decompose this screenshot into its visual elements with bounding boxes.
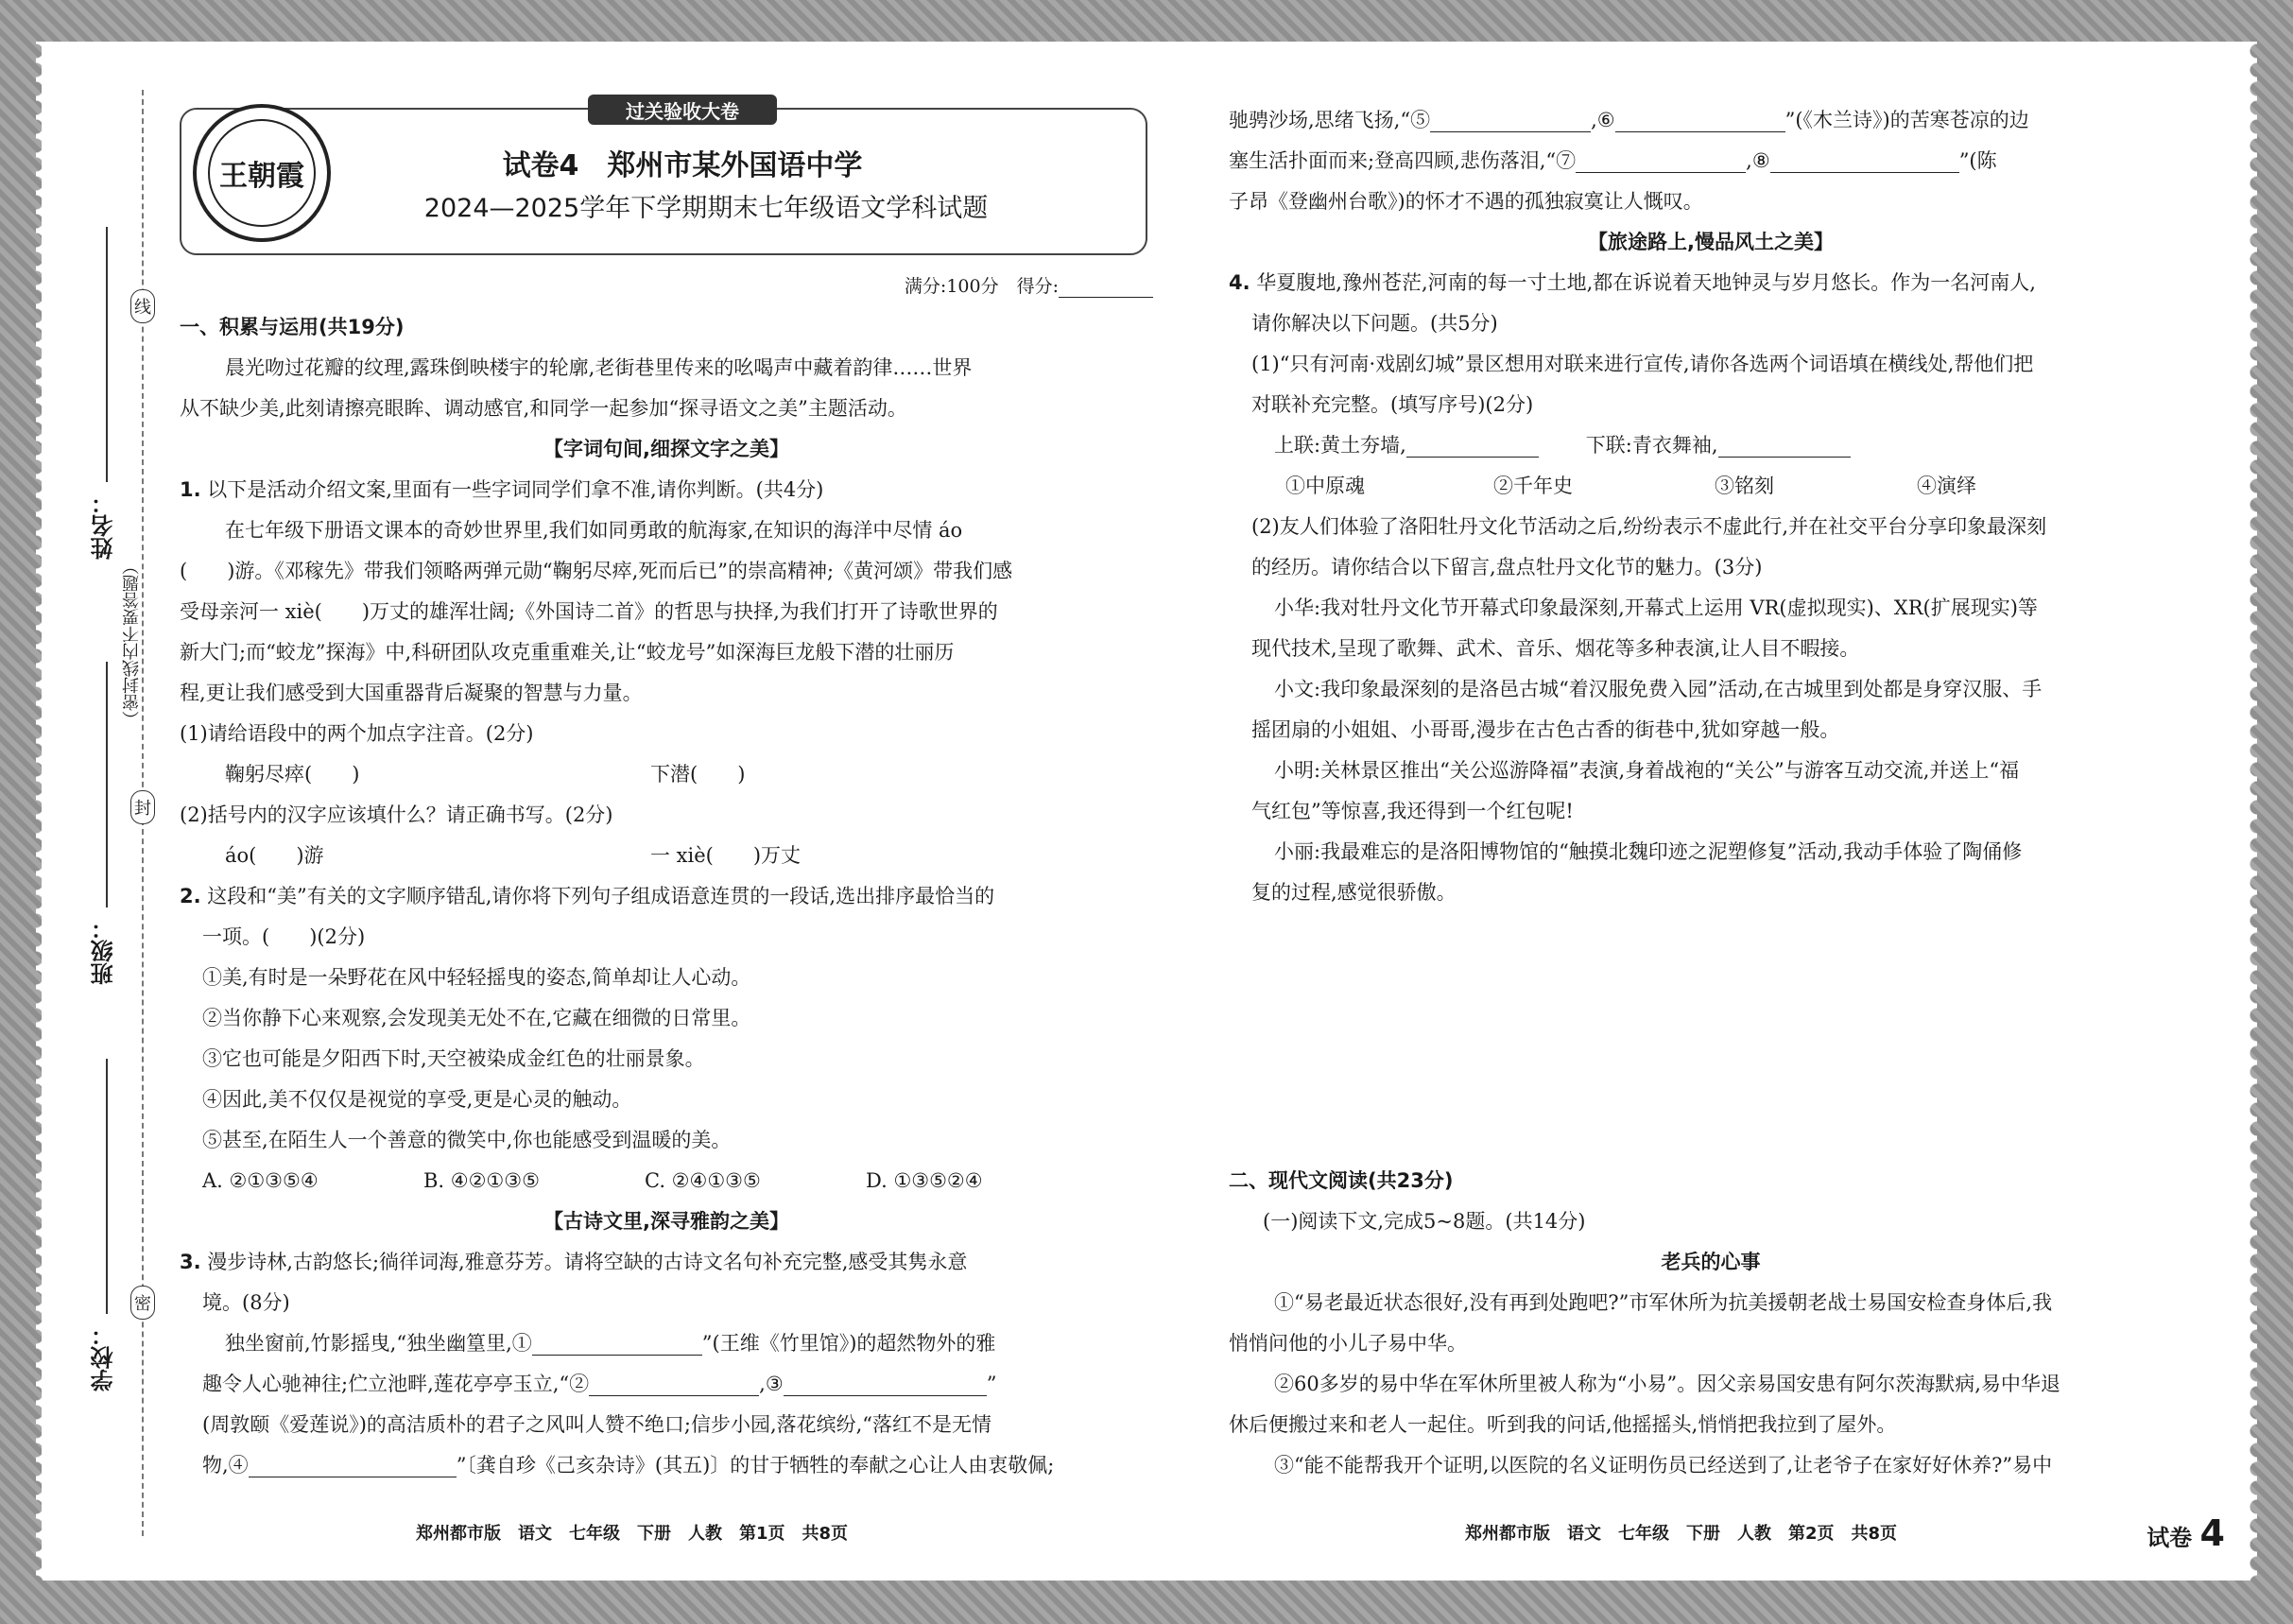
q3-line-2c: ” [986, 1373, 997, 1395]
q1-sub1-b[interactable]: 下潜( ) [650, 763, 746, 786]
q2-sentence-4: ④因此,美不仅仅是视觉的享受,更是心灵的触动。 [202, 1088, 632, 1111]
q2-sentence-5: ⑤甚至,在陌生人一个善意的微笑中,你也能感受到温暖的美。 [202, 1129, 732, 1151]
article-title: 老兵的心事 [1661, 1251, 1761, 1273]
comment-xiaoli-1: 小丽:我最难忘的是洛阳博物馆的“触摸北魏印迹之泥塑修复”活动,我动手体验了陶俑修 [1274, 840, 2023, 863]
exam-subtitle: 2024—2025学年下学期期末七年级语文学科试题 [423, 194, 989, 223]
q3-line-4a: 物,④ [202, 1454, 249, 1477]
subsection-2-heading: 【古诗文里,深寻雅韵之美】 [543, 1210, 789, 1233]
couplet-down: 下联:青衣舞袖, [1585, 434, 1718, 457]
exam-badge [2146, 1512, 2225, 1554]
q3-line-1b: ”(王维《竹里馆》)的超然物外的雅 [701, 1332, 996, 1355]
seal-mark-mi: 密 [130, 1286, 155, 1320]
intro-line-1: 晨光吻过花瓣的纹理,露珠倒映楼宇的轮廓,老街巷里传来的吆喝声中藏着韵律……世界 [225, 356, 973, 379]
article-p1-a: ①“易老最近状态很好,没有再到处跑吧?”市军休所为抗美援朝老战士易国安检查身体后,我 [1274, 1291, 2053, 1314]
couplet-option-3: ③铭刻 [1715, 475, 1774, 497]
q1-passage-2: ( )游。《邓稼先》带我们领略两弹元勋“鞠躬尽瘁,死而后已”的崇高精神;《黄河颂》带我们感 [180, 560, 1013, 582]
q4-number: 4. [1229, 271, 1250, 294]
q2-sentence-2: ②当你静下心来观察,会发现美无处不在,它藏在细微的日常里。 [202, 1007, 751, 1029]
q3-blank-4[interactable] [249, 1454, 457, 1477]
r-line-1c: ”(《木兰诗》)的苦寒苍凉的边 [1784, 109, 2029, 131]
name-label: 姓名： [91, 492, 117, 560]
q2-option-a[interactable]: A. ②①③⑤④ [202, 1169, 319, 1192]
r-line-2a: 塞生活扑面而来;登高四顾,悲伤落泪,“⑦ [1229, 149, 1577, 172]
brand-logo-text: 王朝霞 [208, 119, 316, 227]
comment-xiaowen-2: 摇团扇的小姐姐、小哥哥,漫步在古色古香的街巷中,犹如穿越一般。 [1251, 718, 1840, 741]
reading-1-instruction: (一)阅读下文,完成5~8题。(共14分) [1263, 1210, 1586, 1233]
q3-line-3: (周敦颐《爱莲说》)的高洁质朴的君子之风叫人赞不绝口;信步小园,落花缤纷,“落红不是无情 [202, 1413, 992, 1436]
q2-text: 这段和“美”有关的文字顺序错乱,请你将下列句子组成语意连贯的一段话,选出排序最恰当的 [207, 885, 995, 907]
section-2-heading: 二、现代文阅读(共23分) [1229, 1169, 1454, 1192]
exam-header [180, 99, 1147, 255]
q4-text-2: 请你解决以下问题。(共5分) [1251, 312, 1498, 335]
article-p3-a: ③“能不能帮我开个证明,以医院的名义证明伤员已经送到了,让老爷子在家好好休养?”易中 [1274, 1454, 2053, 1477]
score-line: 满分:100分 得分: [180, 267, 1153, 307]
q4-sub2: (2)友人们体验了洛阳牡丹文化节活动之后,纷纷表示不虚此行,并在社交平台分享印象最深刻 [1251, 515, 2047, 538]
subsection-1-heading: 【字词句间,细探文字之美】 [543, 438, 789, 460]
q2-sentence-1: ①美,有时是一朵野花在风中轻轻摇曳的姿态,简单却让人心动。 [202, 966, 751, 989]
couplet-up-blank[interactable] [1406, 434, 1539, 458]
q3-line-4b: ”〔龚自珍《己亥杂诗》(其五)〕的甘于牺牲的奉献之心让人由衷敬佩; [456, 1454, 1055, 1477]
answer-space[interactable] [1229, 913, 2193, 1161]
r-blank-7[interactable] [1576, 149, 1746, 173]
class-label: 班级： [91, 917, 117, 985]
wavy-edge-right [2244, 42, 2257, 1581]
r-blank-8[interactable] [1770, 149, 1959, 173]
q3-number: 3. [180, 1251, 201, 1273]
q1-sub2-a[interactable]: áo( )游 [225, 844, 324, 867]
couplet-up: 上联:黄土夯墙, [1274, 434, 1406, 457]
exam-badge-number: 4 [2199, 1512, 2225, 1554]
q3-line-2a: 趣令人心驰神往;伫立池畔,莲花亭亭玉立,“② [202, 1373, 590, 1395]
q1-passage-4: 新大门;而“蛟龙”探海》中,科研团队攻克重重难关,让“蛟龙号”如深海巨龙般下潜的壮丽历 [180, 641, 955, 664]
comment-xiaoming-2: 气红包”等惊喜,我还得到一个红包呢! [1251, 800, 1574, 822]
couplet-option-4: ④演绎 [1917, 475, 1976, 497]
comment-xiaohua-1: 小华:我对牡丹文化节开幕式印象最深刻,开幕式上运用 VR(虚拟现实)、XR(扩展现实)等 [1274, 596, 2038, 619]
exam-badge-label: 试卷 [2146, 1525, 2193, 1551]
couplet-option-2: ②千年史 [1493, 475, 1573, 497]
comment-xiaoming-1: 小明:关林景区推出“关公巡游降福”表演,身着战袍的“关公”与游客互动交流,并送上“福 [1274, 759, 2020, 782]
intro-line-2: 从不缺少美,此刻请擦亮眼眸、调动感官,和同学一起参加“探寻语文之美”主题活动。 [180, 397, 907, 420]
q1-text: 以下是活动介绍文案,里面有一些字词同学们拿不准,请你判断。(共4分) [207, 478, 824, 501]
q3-text: 漫步诗林,古韵悠长;徜徉词海,雅意芬芳。请将空缺的古诗文名句补充完整,感受其隽永意 [207, 1251, 968, 1273]
q1-sub2-b[interactable]: 一 xiè( )万丈 [650, 844, 802, 867]
q1-sub2: (2)括号内的汉字应该填什么？请正确书写。(2分) [180, 803, 613, 826]
q2-text-2[interactable]: 一项。( )(2分) [202, 925, 366, 948]
article-p1-b: 悄悄问他的小儿子易中华。 [1229, 1332, 1467, 1355]
q3-blank-2[interactable] [589, 1373, 759, 1396]
score-blank[interactable] [1059, 274, 1153, 298]
q3-line-2b: ,③ [759, 1373, 784, 1395]
r-line-1a: 驰骋沙场,思绪飞扬,“⑤ [1229, 109, 1431, 131]
exam-title: 试卷4 郑州市某外国语中学 [502, 149, 863, 182]
q1-passage-3: 受母亲河一 xiè( )万丈的雄浑壮阔;《外国诗二首》的哲思与抉择,为我们打开了诗歌世界的 [180, 600, 998, 623]
page-footer-left: 郑州都市版 语文 七年级 下册 人教 第1页 共8页 [416, 1524, 849, 1544]
comment-xiaohua-2: 现代技术,呈现了歌舞、武术、音乐、烟花等多种表演,让人目不暇接。 [1251, 637, 1860, 660]
r-blank-5[interactable] [1430, 109, 1591, 132]
q2-option-d[interactable]: D. ①③⑤②④ [866, 1169, 983, 1192]
q1-number: 1. [180, 478, 201, 501]
right-column [1229, 100, 2193, 1486]
q3-text-2: 境。(8分) [202, 1291, 290, 1314]
seal-mark-feng: 封 [130, 790, 155, 824]
r-blank-6[interactable] [1615, 109, 1785, 132]
r-line-3: 子昂《登幽州台歌》)的怀才不遇的孤独寂寞让人慨叹。 [1229, 190, 1703, 213]
name-field-line[interactable] [106, 227, 108, 482]
r-line-2c: ”(陈 [1958, 149, 1997, 172]
page-footer-right: 郑州都市版 语文 七年级 下册 人教 第2页 共8页 [1465, 1524, 1898, 1544]
comment-xiaowen-1: 小文:我印象最深刻的是洛邑古城“着汉服免费入园”活动,在古城里到处都是身穿汉服、手 [1274, 678, 2043, 700]
r-line-1b: ,⑥ [1591, 109, 1615, 131]
q2-sentence-3: ③它也可能是夕阳西下时,天空被染成金红色的壮丽景象。 [202, 1047, 705, 1070]
header-tag: 过关验收大卷 [588, 95, 777, 125]
q4-text: 华夏腹地,豫州苍茫,河南的每一寸土地,都在诉说着天地钟灵与岁月悠长。作为一名河南人, [1256, 271, 2036, 294]
couplet-option-1: ①中原魂 [1285, 475, 1365, 497]
article-p2-a: ②60多岁的易中华在军休所里被人称为“小易”。因父亲易国安患有阿尔茨海默病,易中华退 [1274, 1373, 2060, 1395]
comment-xiaoli-2: 复的过程,感觉很骄傲。 [1251, 881, 1457, 904]
couplet-down-blank[interactable] [1718, 434, 1851, 458]
article-p2-b: 休后便搬过来和老人一起住。听到我的问话,他摇摇头,悄悄把我拉到了屋外。 [1229, 1413, 1897, 1436]
q2-option-c[interactable]: C. ②④①③⑤ [645, 1169, 761, 1192]
section-1-heading: 一、积累与运用(共19分) [180, 316, 405, 338]
q1-passage-5: 程,更让我们感受到大国重器背后凝聚的智慧与力量。 [180, 682, 643, 704]
class-field-line[interactable] [106, 662, 108, 907]
q4-sub1: (1)“只有河南·戏剧幻城”景区想用对联来进行宣传,请你各选两个词语填在横线处,帮他们把 [1251, 353, 2034, 375]
q2-option-b[interactable]: B. ④②①③⑤ [423, 1169, 540, 1192]
q3-blank-3[interactable] [784, 1373, 987, 1396]
subsection-3-heading: 【旅途路上,慢品风土之美】 [1588, 231, 1834, 253]
r-line-2b: ,⑧ [1746, 149, 1770, 172]
q4-sub1-b: 对联补充完整。(填写序号)(2分) [1251, 393, 1534, 416]
school-label: 学校： [91, 1323, 117, 1391]
q1-passage-1: 在七年级下册语文课本的奇妙世界里,我们如同勇敢的航海家,在知识的海洋中尽情 áo [225, 519, 963, 542]
school-field-line[interactable] [106, 1059, 108, 1314]
q1-sub1-a[interactable]: 鞠躬尽瘁( ) [225, 763, 360, 786]
left-column [180, 57, 1153, 1486]
q1-sub1: (1)请给语段中的两个加点字注音。(2分) [180, 722, 534, 745]
seal-mark-xian: 线 [130, 289, 155, 323]
q2-number: 2. [180, 885, 201, 907]
q4-sub2-b: 的经历。请你结合以下留言,盘点牡丹文化节的魅力。(3分) [1251, 556, 1763, 579]
wavy-edge-left [36, 42, 49, 1581]
seal-notice: （密封线内不要答题） [122, 558, 142, 728]
q3-line-1a: 独坐窗前,竹影摇曳,“独坐幽篁里,① [225, 1332, 532, 1355]
q3-blank-1[interactable] [532, 1332, 702, 1356]
